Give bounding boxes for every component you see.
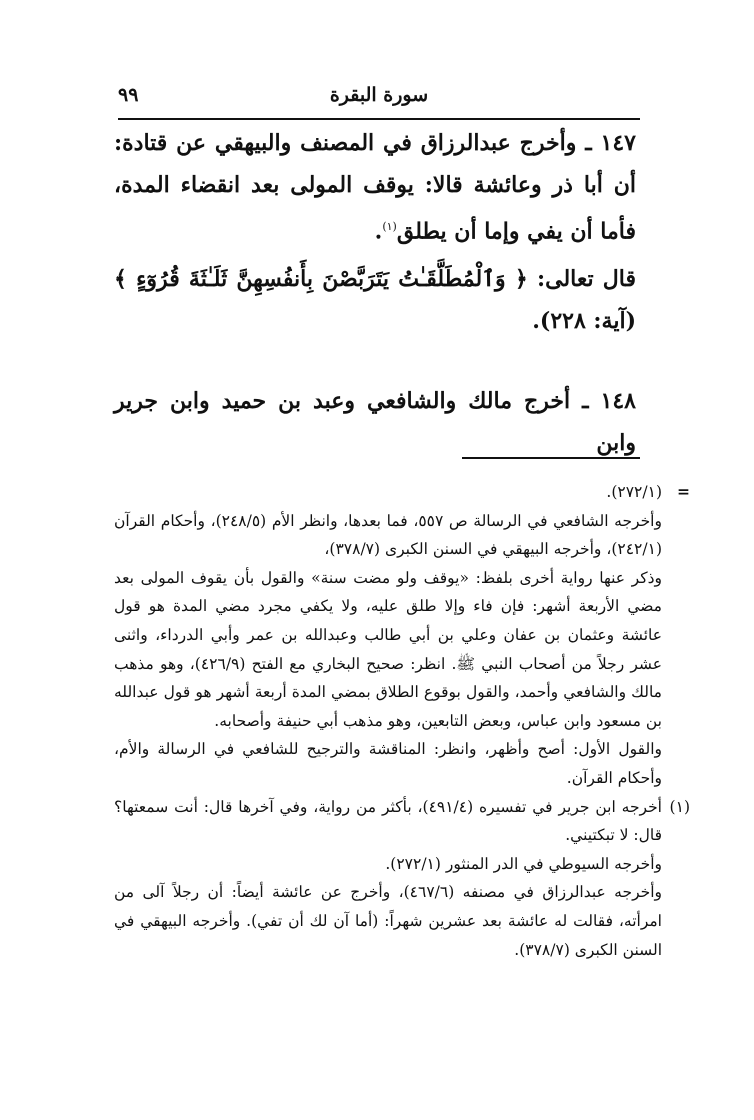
page-header [118,80,640,114]
page-number: ٩٩ [118,84,139,106]
footnote-line: (٢٧٢/١). [606,483,662,501]
footnote-line: وأخرجه السيوطي في الدر المنثور (٢٧٢/١). [385,854,662,873]
footnote-line: وأخرجه الشافعي في الرسالة ص ٥٥٧، فما بعدها، وانظر الأم (٢٤٨/٥)، وأحكام القرآن (٢٤٢/١)، وأخرجه البيهقي في السنن الكبرى (٣٧٨/٧)، [114,511,662,559]
footnote-ref-1: (١) [382,220,397,233]
footnote-1 [114,793,690,965]
hadith-148-block [114,380,636,464]
verse-block [114,258,636,342]
quran-verse: ﴿ وَٱلْمُطَلَّقَـٰتُ يَتَرَبَّصْنَ بِأَنفُسِهِنَّ ثَلَـٰثَةَ قُرُوٓءٍ ﴾ [114,266,528,292]
footnote-continuation [114,478,690,793]
hadith-147-end: . [374,218,383,245]
footnote-line: وأخرجه عبدالرزاق في مصنفه (٤٦٧/٦)، وأخرج عن عائشة أيضاً: أن رجلاً آلى من امرأته، فقالت له عائشة بعد عشرين شهراً: (أما آن لك أن تفي). وأخرجه البيهقي في السنن الكبرى (٣٧٨/٧). [114,883,663,959]
surah-title: سورة البقرة [329,84,429,106]
hadith-147 [114,122,636,252]
footnote-1-number: (١) [669,797,690,816]
continuation-marker: = [677,482,690,501]
hadith-148: ١٤٨ ـ أخرج مالك والشافعي وعبد بن حميد وابن جرير وابن [114,388,636,456]
footnote-line: وذكر عنها رواية أخرى بلفظ: «يوقف ولو مضت سنة» والقول بأن يقوف المولى بعد مضي الأربعة أشهر: فإن فاء وإلا طلق عليه، ولا يكفي مجرد مضي المدة هو قول عائشة وعثمان بن عفان وعلي بن أبي طالب وعبدالله بن عمر وأبي الدرداء، واثنى عشر رجلاً من أصحاب النبي ﷺ. انظر: صحيح البخاري مع الفتح (٤٢٦/٩)، وهو مذهب مالك والشافعي وأحمد، والقول بوقوع الطلاق بمضي المدة أربعة أشهر هو قول عبدالله بن مسعود وابن عباس، وبعض التابعين، وهو مذهب أبي حنيفة وأصحابه. [114,568,662,730]
header-rule [118,118,640,120]
footnote-rule [462,457,640,459]
main-text [114,122,636,252]
hadith-147-text: ١٤٧ ـ وأخرج عبدالرزاق في المصنف والبيهقي عن قتادة: أن أبا ذر وعائشة قالا: يوقف المولى بعد انقضاء المدة، فأما أن يفي وإما أن يطلق [114,130,636,245]
footnote-line: والقول الأول: أصح وأظهر، وانظر: المناقشة والترجيح للشافعي في الرسالة والأم، وأحكام القرآن. [114,740,662,787]
verse-reference: (آية: ٢٢٨). [532,308,636,334]
verse-intro: قال تعالى: [536,266,636,292]
footnotes [114,478,690,964]
footnote-line: أخرجه ابن جرير في تفسيره (٤٩١/٤)، بأكثر من رواية، وفي آخرها قال: أنت سمعتها؟ قال: لا تبكتيني. [114,797,662,845]
